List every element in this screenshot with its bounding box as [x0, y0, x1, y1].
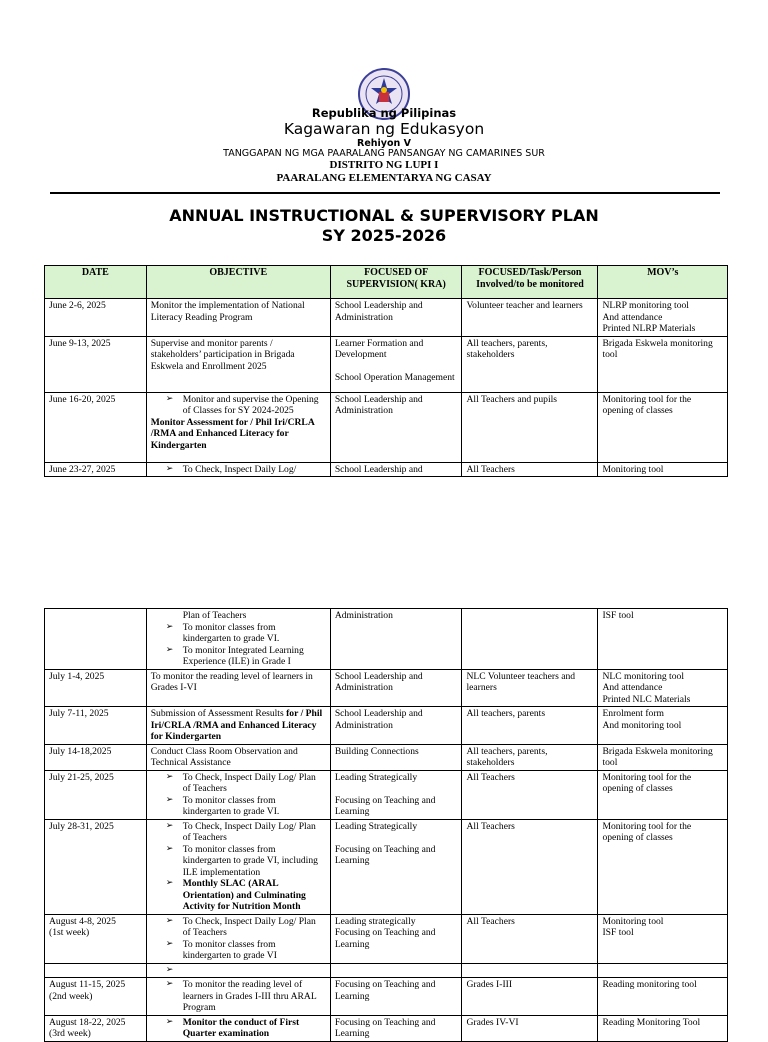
cell-date [45, 609, 147, 670]
table-row [45, 707, 728, 745]
cell-date [45, 914, 147, 963]
table-row [45, 392, 728, 462]
cell-objective [146, 392, 330, 462]
cell-movs: Monitoring tool for the opening of classes [598, 819, 728, 914]
cell-focus: School Leadership and Administration [330, 392, 462, 462]
cell-focus: School Leadership and [330, 462, 462, 477]
cell-objective [146, 609, 330, 670]
table-row [45, 669, 728, 707]
cell-persons: All Teachers [462, 462, 598, 477]
objective-bullet: ➢ To monitor classes from kindergarten to grade VI. [183, 795, 326, 818]
cell-movs: Reading Monitoring Tool [598, 1015, 728, 1041]
date-week: (3rd week) [49, 1028, 91, 1039]
table-row [45, 1015, 728, 1041]
cell-date: July 21-25, 2025 [45, 770, 147, 819]
cell-focus: Focusing on Teaching and Learning [330, 1015, 462, 1041]
col-persons: FOCUSED/Task/Person Involved/to be monitored [462, 266, 598, 299]
cell-date: June 2-6, 2025 [45, 299, 147, 337]
cell-movs [598, 963, 728, 978]
objective-bullet: ➢ Monitor and supervise the Opening of Classes for SY 2024-2025 [183, 394, 326, 417]
republic-label: Republika ng Pilipinas [311, 106, 457, 120]
cell-persons [462, 609, 598, 670]
cell-movs: NLRP monitoring tool And attendance Printed NLRP Materials [598, 299, 728, 337]
cell-focus [330, 963, 462, 978]
cell-persons: All Teachers and pupils [462, 392, 598, 462]
cell-focus: School Leadership and Administration [330, 669, 462, 707]
cell-persons: All teachers, parents, stakeholders [462, 336, 598, 392]
objective-bullet: ➢ To Check, Inspect Daily Log/ Plan of Teachers [183, 772, 326, 795]
cell-objective [146, 770, 330, 819]
cell-objective: To monitor the reading level of learners in Grades I-VI [146, 669, 330, 707]
cell-focus: School Leadership and Administration [330, 707, 462, 745]
cell-objective [146, 963, 330, 978]
table-row [45, 963, 728, 978]
objective-bullet: ➢ To monitor classes from kindergarten to grade VI. [183, 622, 326, 645]
table-row [45, 978, 728, 1016]
region-label: Rehiyon V [357, 138, 411, 149]
plan-table-page1 [44, 265, 728, 477]
cell-persons: All teachers, parents [462, 707, 598, 745]
cell-movs: ISF tool [598, 609, 728, 670]
objective-bold-text: for / Phil Iri/CRLA /RMA and Enhanced Literacy for Kindergarten [150, 708, 323, 742]
cell-objective [146, 707, 330, 745]
cell-movs: Monitoring tool ISF tool [598, 914, 728, 963]
col-focus: FOCUSED OF SUPERVISION( KRA) [330, 266, 462, 299]
objective-bullet-empty [183, 965, 326, 977]
table-row [45, 609, 728, 670]
objective-bullet: ➢ To monitor the reading level of learners in Grades I-III thru ARAL Program [183, 979, 326, 1014]
table-row [45, 299, 728, 337]
cell-persons: All Teachers [462, 770, 598, 819]
cell-objective [146, 819, 330, 914]
document-title: ANNUAL INSTRUCTIONAL & SUPERVISORY PLAN [169, 206, 599, 225]
cell-date: July 28-31, 2025 [45, 819, 147, 914]
cell-date: July 14-18,2025 [45, 744, 147, 770]
school-year: SY 2025-2026 [321, 226, 447, 245]
cell-persons: All Teachers [462, 914, 598, 963]
cell-movs: Enrolment form And monitoring tool [598, 707, 728, 745]
cell-date: July 1-4, 2025 [45, 669, 147, 707]
objective-bullet: ➢ To Check, Inspect Daily Log/ Plan of Teachers [183, 821, 326, 844]
date-range: August 4-8, 2025 [49, 915, 116, 927]
objective-bullet: ➢ Monitor the conduct of First Quarter examination [183, 1017, 326, 1040]
cell-focus: Building Connections [330, 744, 462, 770]
table-header-row [45, 266, 728, 299]
cell-objective: Monitor the implementation of National Literacy Reading Program [146, 299, 330, 337]
cell-movs: NLC monitoring tool And attendance Printed NLC Materials [598, 669, 728, 707]
table-row [45, 336, 728, 392]
date-range: August 11-15, 2025 [49, 979, 126, 990]
col-date: DATE [45, 266, 147, 299]
cell-movs: Monitoring tool for the opening of classes [598, 392, 728, 462]
cell-movs: Reading monitoring tool [598, 978, 728, 1016]
cell-date [45, 978, 147, 1016]
office-label: TANGGAPAN NG MGA PAARALANG PANSANGAY NG CAMARINES SUR [223, 148, 545, 159]
cell-focus: Leading Strategically Focusing on Teaching and Learning [330, 770, 462, 819]
cell-date: July 7-11, 2025 [45, 707, 147, 745]
cell-objective [146, 914, 330, 963]
cell-focus: Focusing on Teaching and Learning [330, 978, 462, 1016]
school-label: PAARALANG ELEMENTARYA NG CASAY [276, 172, 492, 184]
cell-persons: Volunteer teacher and learners [462, 299, 598, 337]
date-week: (1st week) [49, 927, 90, 938]
plan-table-page2 [44, 608, 728, 1042]
date-range: August 18-22, 2025 [49, 1016, 126, 1028]
objective-bullet: ➢ To Check, Inspect Daily Log/ Plan of Teachers [183, 916, 326, 939]
header-rule [50, 192, 720, 194]
cell-focus: School Leadership and Administration [330, 299, 462, 337]
cell-objective [146, 462, 330, 477]
cell-persons: Grades IV-VI [462, 1015, 598, 1041]
objective-bullet: ➢ To monitor Integrated Learning Experience (ILE) in Grade I [183, 645, 326, 668]
col-movs: MOV’s [598, 266, 728, 299]
cell-persons: NLC Volunteer teachers and learners [462, 669, 598, 707]
cell-focus: Learner Formation and Development School Operation Management [330, 336, 462, 392]
objective-bold-text: Monitor Assessment for / Phil Iri/CRLA /RMA and Enhanced Literacy for Kindergarten [150, 416, 315, 451]
objective-text: Submission of Assessment Results [150, 708, 287, 719]
date-week: (2nd week) [49, 990, 93, 1002]
cell-persons: All teachers, parents, stakeholders [462, 744, 598, 770]
objective-bullet: ➢ To monitor classes from kindergarten to grade VI, including ILE implementation [183, 844, 326, 879]
col-objective: OBJECTIVE [146, 266, 330, 299]
cell-movs: Monitoring tool [598, 462, 728, 477]
cell-persons: All Teachers [462, 819, 598, 914]
cell-objective [146, 1015, 330, 1041]
cell-objective: Supervise and monitor parents / stakeholders’ participation in Brigada Eskwela and Enrollment 2025 [146, 336, 330, 392]
cell-persons [462, 963, 598, 978]
cell-movs: Brigada Eskwela monitoring tool [598, 336, 728, 392]
table-row [45, 462, 728, 477]
cell-focus: Administration [330, 609, 462, 670]
cell-movs: Monitoring tool for the opening of classes [598, 770, 728, 819]
table-row [45, 744, 728, 770]
cell-objective [146, 978, 330, 1016]
cell-date: June 23-27, 2025 [45, 462, 147, 477]
cell-date [45, 963, 147, 978]
district-label: DISTRITO NG LUPI I [329, 159, 439, 171]
table-row [45, 914, 728, 963]
objective-bullet: ➢ Monthly SLAC (ARAL Orientation) and Culminating Activity for Nutrition Month [183, 878, 326, 913]
department-label: Kagawaran ng Edukasyon [283, 120, 485, 138]
cell-focus: Leading strategically Focusing on Teaching and Learning [330, 914, 462, 963]
objective-bullet: ➢ To Check, Inspect Daily Log/ [183, 464, 326, 476]
cell-date: June 9-13, 2025 [45, 336, 147, 392]
table-row [45, 770, 728, 819]
cell-focus: Leading Strategically Focusing on Teaching and Learning [330, 819, 462, 914]
table-row [45, 819, 728, 914]
objective-bullet: ➢ To monitor classes from kindergarten to grade VI [183, 939, 326, 962]
objective-continued: Plan of Teachers [182, 610, 247, 621]
cell-persons: Grades I-III [462, 978, 598, 1016]
cell-date: June 16-20, 2025 [45, 392, 147, 462]
cell-objective: Conduct Class Room Observation and Technical Assistance [146, 744, 330, 770]
cell-movs: Brigada Eskwela monitoring tool [598, 744, 728, 770]
cell-date [45, 1015, 147, 1041]
